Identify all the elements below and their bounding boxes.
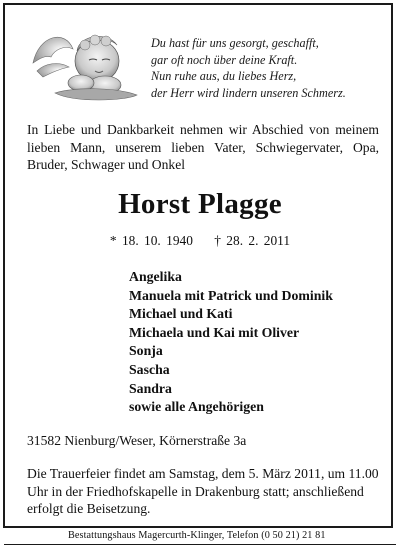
- family-member: Michaela und Kai mit Oliver: [129, 324, 300, 340]
- family-member: sowie alle Angehörigen: [129, 399, 264, 415]
- family-member: Angelika: [129, 269, 182, 284]
- death-date: † 28. 2. 2011: [214, 233, 291, 248]
- footer: [4, 529, 396, 545]
- deceased-name: Horst Plagge: [118, 188, 282, 220]
- funeral-home-contact: Bestattungshaus Magercurth-Klinger, Telefon (0 50 21) 21 81: [68, 530, 326, 541]
- poem-line: der Herr wird lindern unseren Schmerz.: [151, 85, 346, 100]
- life-dates: [5, 233, 395, 249]
- obituary-card: [3, 3, 393, 528]
- poem-line: Nun ruhe aus, du liebes Herz,: [151, 69, 297, 83]
- family-member: Sandra: [129, 380, 172, 396]
- cherub-image: [25, 23, 143, 105]
- family-member: Sonja: [129, 343, 163, 359]
- intro-text: In Liebe und Dankbarkeit nehmen wir Abschied von meinem lieben Mann, unserem lieben Vater, Schwiegervater, Opa, Bruder, Schwager und Onkel: [27, 122, 379, 172]
- ceremony-text: Die Trauerfeier findet am Samstag, dem 5. März 2011, um 11.00 Uhr in der Friedhofskapelle in Drakenburg statt; anschließend erfolgt die Beisetzung.: [27, 466, 379, 516]
- address: 31582 Nienburg/Weser, Körnerstraße 3a: [27, 433, 247, 448]
- poem-line: gar oft noch über deine Kraft.: [151, 52, 298, 67]
- family-list: [129, 268, 333, 417]
- family-member: Manuela mit Patrick und Dominik: [129, 287, 333, 303]
- poem-line: Du hast für uns gesorgt, geschafft,: [151, 36, 319, 50]
- poem: [151, 35, 391, 101]
- birth-date: * 18. 10. 1940: [109, 233, 193, 248]
- family-member: Michael und Kati: [129, 306, 233, 322]
- family-member: Sascha: [129, 361, 170, 377]
